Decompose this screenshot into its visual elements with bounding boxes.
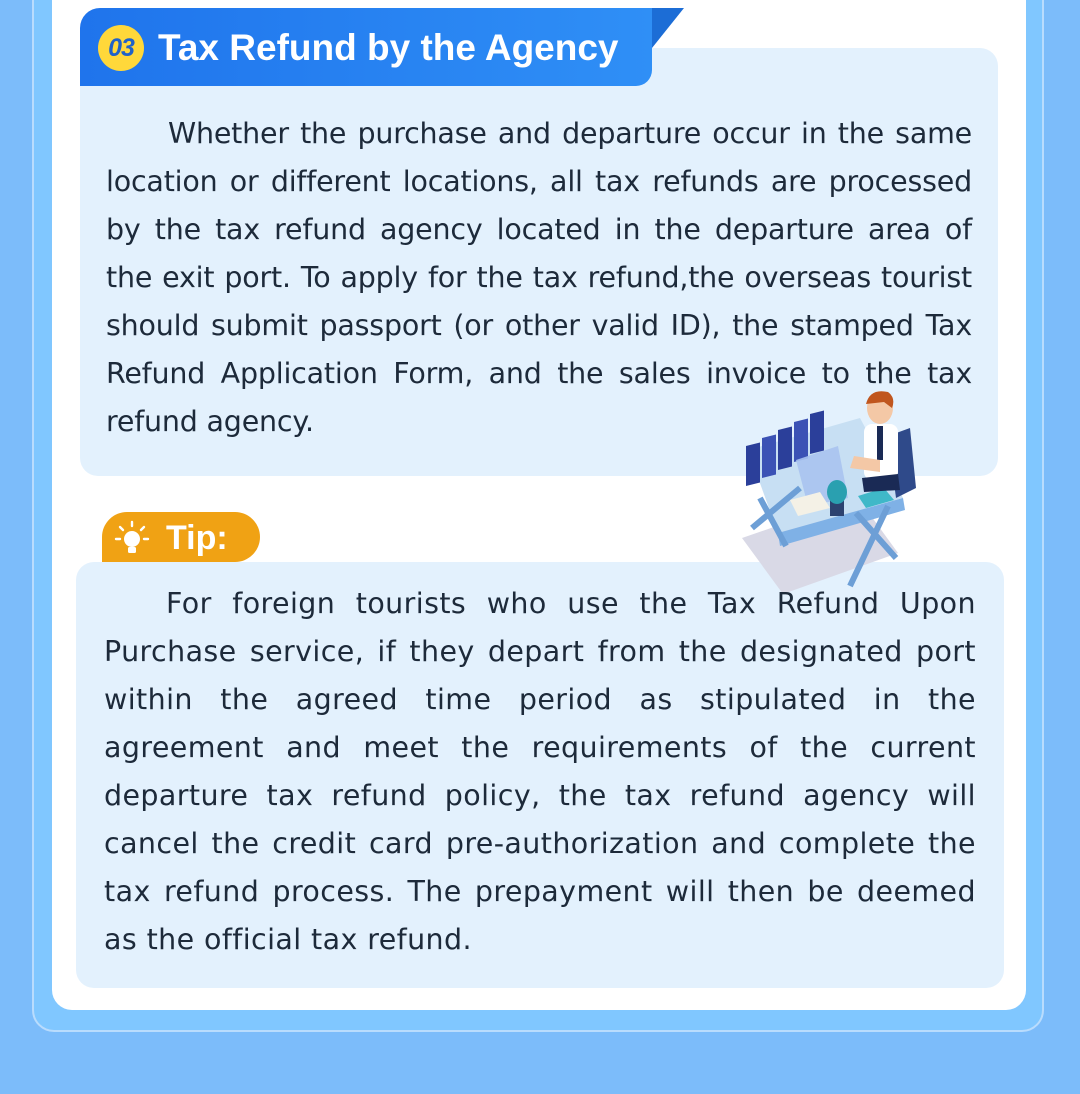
office-worker-desk-illustration [738, 388, 918, 594]
section-header [80, 8, 652, 86]
tip-tag [102, 512, 260, 562]
section-number-badge: 03 [98, 25, 144, 71]
section-title: Tax Refund by the Agency [158, 27, 619, 68]
tip-body-text: For foreign tourists who use the Tax Refund Upon Purchase service, if they depart from the designated port within the agreed time period as stipulated in the agreement and meet the requirements of the current departure tax refund policy, the tax refund agency will cancel the credit card pre-authorization and complete the tax refund process. The prepayment will then be deemed as the official tax refund. [104, 587, 976, 956]
section-body-text: Whether the purchase and departure occur in the same location or different locations, all tax refunds are processed by the tax refund agency located in the departure area of the exit port. To apply for the tax refund,the overseas tourist should submit passport (or other valid ID), the stamped Tax Refund Application Form, and the sales invoice to the tax refund agency. [106, 117, 972, 438]
header-fold [652, 8, 684, 48]
lightbulb-icon [114, 520, 150, 556]
tip-label: Tip: [166, 519, 228, 557]
